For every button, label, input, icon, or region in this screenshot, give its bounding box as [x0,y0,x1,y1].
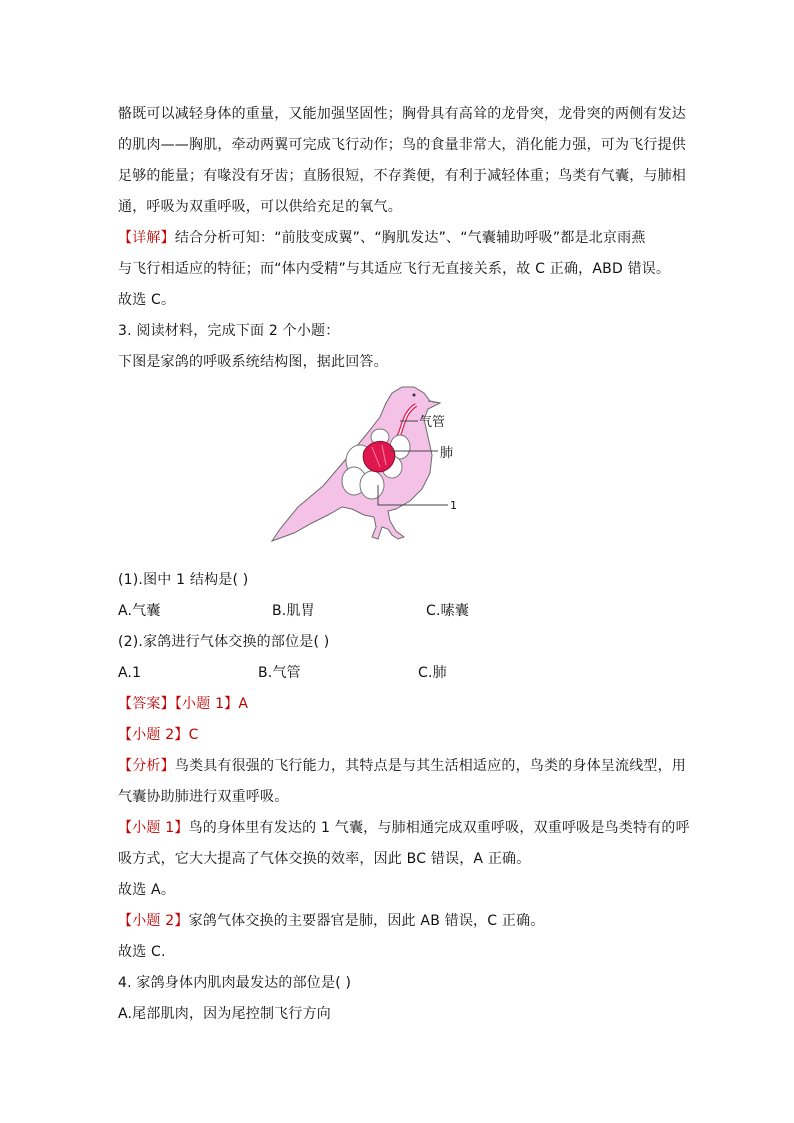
detail-tag: 【详解】 [118,230,175,246]
answer-sub1-value: A [238,696,249,712]
explanation-2 [118,911,688,931]
analysis-line-2: 气囊协助肺进行双重呼吸。 [118,789,289,805]
analysis-text: 鸟类具有很强的飞行能力，其特点是与其生活相适应的，鸟类的身体呈流线型，用 [174,758,687,774]
option-1b: B.肌胃 [272,603,315,619]
paragraph-line: 足够的能量；有喙没有牙齿；直肠很短，不存粪便，有利于减轻体重；鸟类有气囊，与肺相 [118,168,686,184]
detail-line [118,228,688,248]
label-lung: 肺 [440,446,454,461]
explanation-2-text: 家鸽气体交换的主要器官是肺，因此 AB 错误，C 正确。 [188,913,545,929]
choose-line: 故选 C。 [118,292,176,308]
pigeon-respiratory-figure [268,381,488,547]
analysis-tag: 【分析】 [118,758,175,774]
question-3-intro: 下图是家鸽的呼吸系统结构图，据此回答。 [118,354,388,370]
explanation-1-line-2: 吸方式，它大大提高了气体交换的效率，因此 BC 错误，A 正确。 [118,851,531,867]
answer-tag: 【答案】 [118,696,175,712]
explanation-1 [118,818,688,838]
paragraph-line: 的肌肉——胸肌，牵动两翼可完成飞行动作；鸟的食量非常大，消化能力强，可为飞行提供 [118,137,686,153]
analysis-line [118,756,688,776]
answer-sub2-tag: 【小题 2】 [118,727,189,743]
label-trachea: 气管 [419,415,446,430]
explanation-1-text: 鸟的身体里有发达的 1 气囊，与肺相通完成双重呼吸，双重呼吸是鸟类特有的呼 [188,820,690,836]
paragraph-line: 骼既可以减轻身体的重量，又能加强坚固性；胸骨具有高耸的龙骨突，龙骨突的两侧有发达 [118,106,686,122]
answer-sub1-tag: 【小题 1】 [174,696,239,712]
answer-line [118,694,688,714]
label-number-1: 1 [450,499,457,512]
question-4-title: 4. 家鸽身体内肌肉最发达的部位是( ) [118,975,352,991]
question-3-title: 3. 阅读材料，完成下面 2 个小题： [118,323,340,339]
option-2b: B.气管 [258,665,301,681]
option-1a: A.气囊 [118,603,161,619]
option-2c: C.肺 [418,665,447,681]
sub-question-1: (1).图中 1 结构是( ) [118,572,249,588]
air-sac [360,471,384,499]
option-1c: C.嗉囊 [426,603,470,619]
choose-a-line: 故选 A。 [118,882,176,898]
explanation-2-tag: 【小题 2】 [118,913,189,929]
detail-line-2: 与飞行相适应的特征；而“体内受精”与其适应飞行无直接关系，故 C 正确，ABD 错误。 [118,261,671,277]
explanation-1-tag: 【小题 1】 [118,820,189,836]
pigeon-eye [413,394,416,397]
choose-c-line: 故选 C. [118,944,166,960]
answer-line-2 [118,725,688,745]
lung [363,441,395,471]
answer-sub2-value: C [188,727,199,743]
sub-question-2: (2).家鸽进行气体交换的部位是( ) [118,634,330,650]
paragraph-line: 通，呼吸为双重呼吸，可以供给充足的氧气。 [118,199,402,215]
detail-text: 结合分析可知：“前肢变成翼”、“胸肌发达”、“气囊辅助呼吸”都是北京雨燕 [174,230,646,246]
question-4-option-a: A.尾部肌肉，因为尾控制飞行方向 [118,1006,331,1022]
option-2a: A.1 [118,665,142,681]
